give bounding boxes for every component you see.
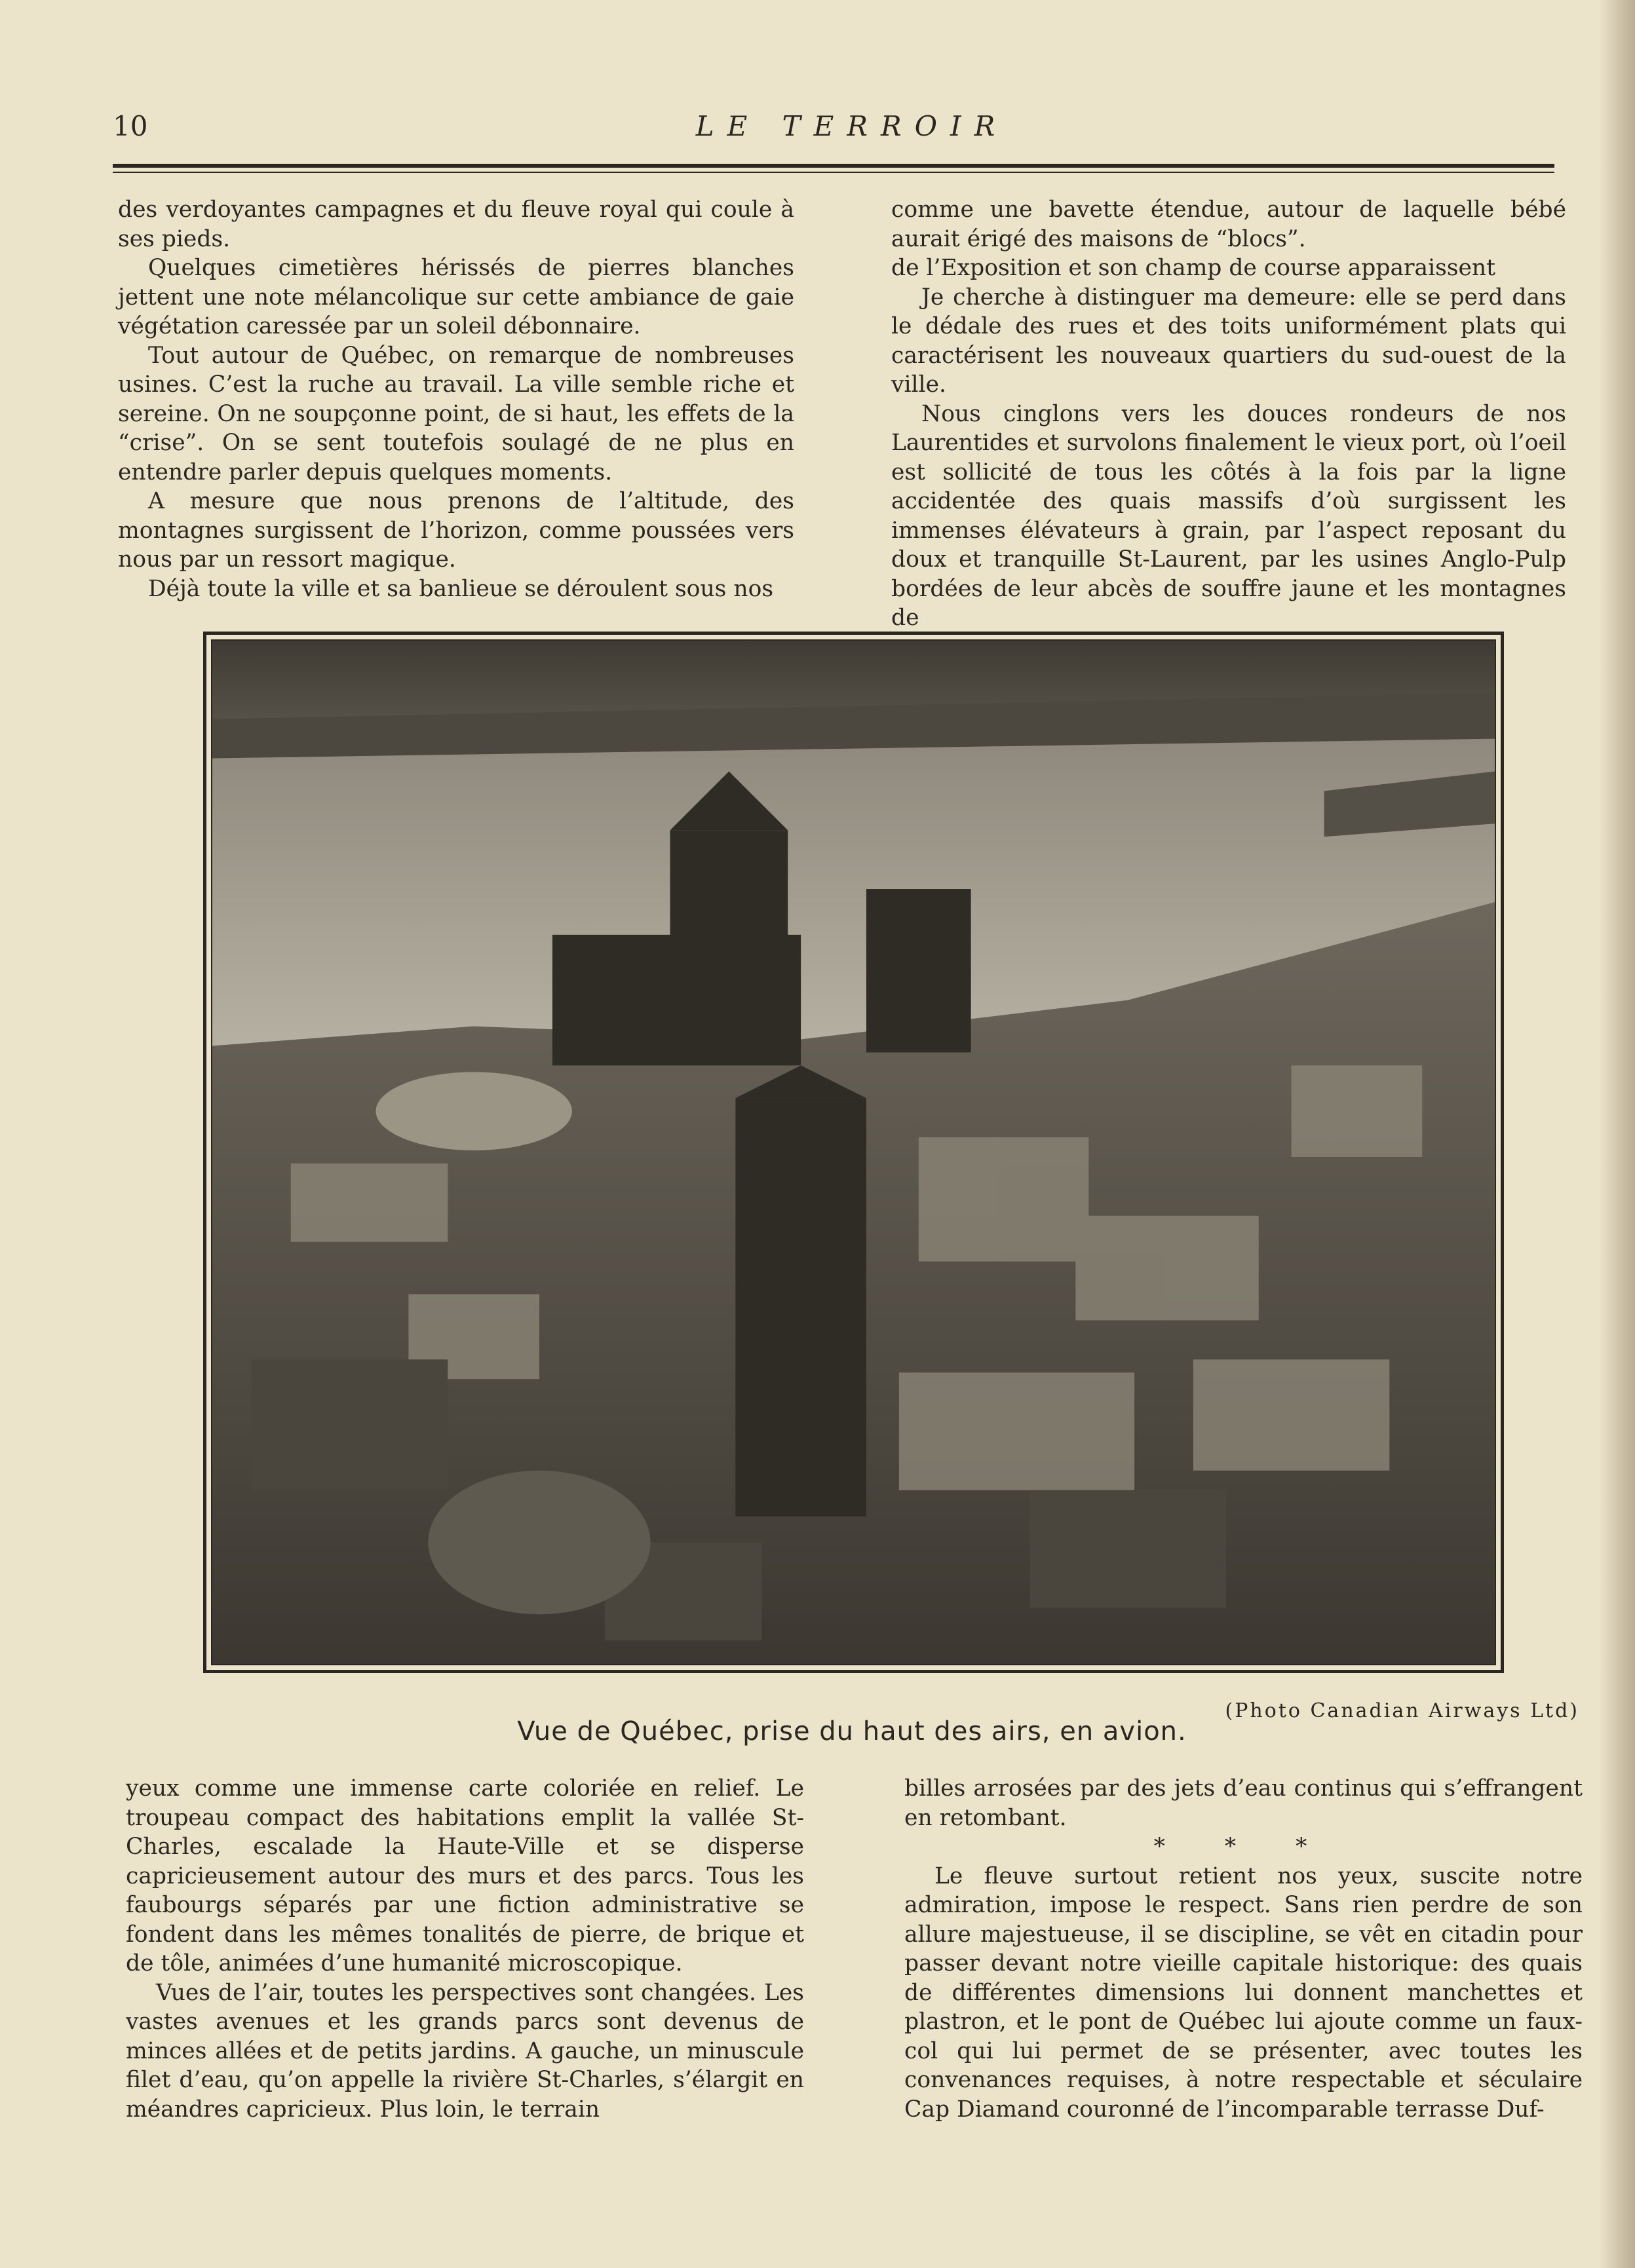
paragraph: des verdoyantes campagnes et du fleuve royal qui coule à ses pieds. — [118, 197, 794, 252]
paragraph: A mesure que nous prenons de l’altitude, des montagnes surgissent de l’horizon, comme poussées vers nous par un ressort magique. — [118, 488, 794, 573]
paragraph: yeux comme une immense carte coloriée en relief. Le troupeau compact des habitations emplit la vallée St-Charles, escalade la Haute-Ville et se disperse capricieusement autour des murs et des parcs. Tous les faubourgs séparés par une fiction administrative se fondent dans les mêmes tonalités de pierre, de brique et de tôle, animées d’une humanité microscopique. — [126, 1775, 804, 1976]
paragraph: Déjà toute la ville et sa banlieue se déroulent sous nos — [148, 575, 774, 602]
paragraph: Nous cinglons vers les douces rondeurs de nos Laurentides et survolons finalement le vieux port, où l’oeil est sollicité de tous les côtés à la fois par la ligne accidentée des quais massifs d’où surgissent les immenses élévateurs à grain, par l’aspect reposant du doux et tranquille St-Laurent, par les usines Anglo-Pulp bordées de leur abcès de souffre jaune et les montagnes de — [891, 400, 1566, 631]
bottom-right-column — [904, 1774, 1583, 2124]
paragraph: Vues de l’air, toutes les perspectives sont changées. Les vastes avenues et les grands parcs sont devenus de minces allées et de petits jardins. A gauche, un minuscule filet d’eau, qu’on appelle la rivière St-Charles, s’élargit en méandres capricieux. Plus loin, le terrain — [126, 1979, 804, 2123]
top-left-column — [118, 195, 794, 603]
running-title: LE TERROIR — [695, 110, 1009, 142]
paragraph: Je cherche à distinguer ma demeure: elle se perd dans le dédale des rues et des toits uniformément plats qui caractérisent les nouveaux quartiers du sud-ouest de la ville. — [891, 284, 1566, 398]
top-right-column — [891, 195, 1566, 633]
page-number: 10 — [113, 110, 148, 142]
section-separator: * * * — [1153, 1834, 1334, 1860]
paragraph: de l’Exposition et son champ de course apparaissent — [891, 255, 1496, 281]
paragraph: comme une bavette étendue, autour de laquelle bébé aurait érigé des maisons de “blocs”. — [891, 197, 1566, 252]
paragraph: Quelques cimetières hérissés de pierres blanches jettent une note mélancolique sur cette ambiance de gaie végétation caressée par un soleil débonnaire. — [118, 255, 794, 339]
photo-caption: Vue de Québec, prise du haut des airs, en avion. — [517, 1716, 1187, 1747]
paragraph: Tout autour de Québec, on remarque de nombreuses usines. C’est la ruche au travail. La ville semble riche et sereine. On ne soupçonne point, de si haut, les effets de la “crise”. On se sent toutefois soulagé de ne plus en entendre parler depuis quelques moments. — [118, 342, 794, 485]
photo-credit: (Photo Canadian Airways Ltd) — [1225, 1699, 1579, 1722]
paragraph: billes arrosées par des jets d’eau continus qui s’effrangent en retombant. — [904, 1775, 1583, 1831]
aerial-photo-illustration — [212, 641, 1495, 1664]
bottom-left-column — [126, 1774, 804, 2124]
paragraph: Le fleuve surtout retient nos yeux, suscite notre admiration, impose le respect. Sans rien perdre de son allure majestueuse, il se discipline, se vêt en citadin pour passer devant notre vieille capitale historique: des quais de différentes dimensions lui donnent manchettes et plastron, et le pont de Québec lui ajoute comme un faux-col qui lui permet de se présenter, avec toutes les convenances requises, à notre respectable et séculaire Cap Diamand couronné de l’incomparable terrasse Duf- — [904, 1862, 1583, 2123]
page-binding-shadow — [1599, 0, 1635, 2268]
aerial-photo-quebec — [211, 639, 1496, 1665]
header-rule — [113, 164, 1554, 168]
header-rule-thin — [113, 172, 1554, 173]
